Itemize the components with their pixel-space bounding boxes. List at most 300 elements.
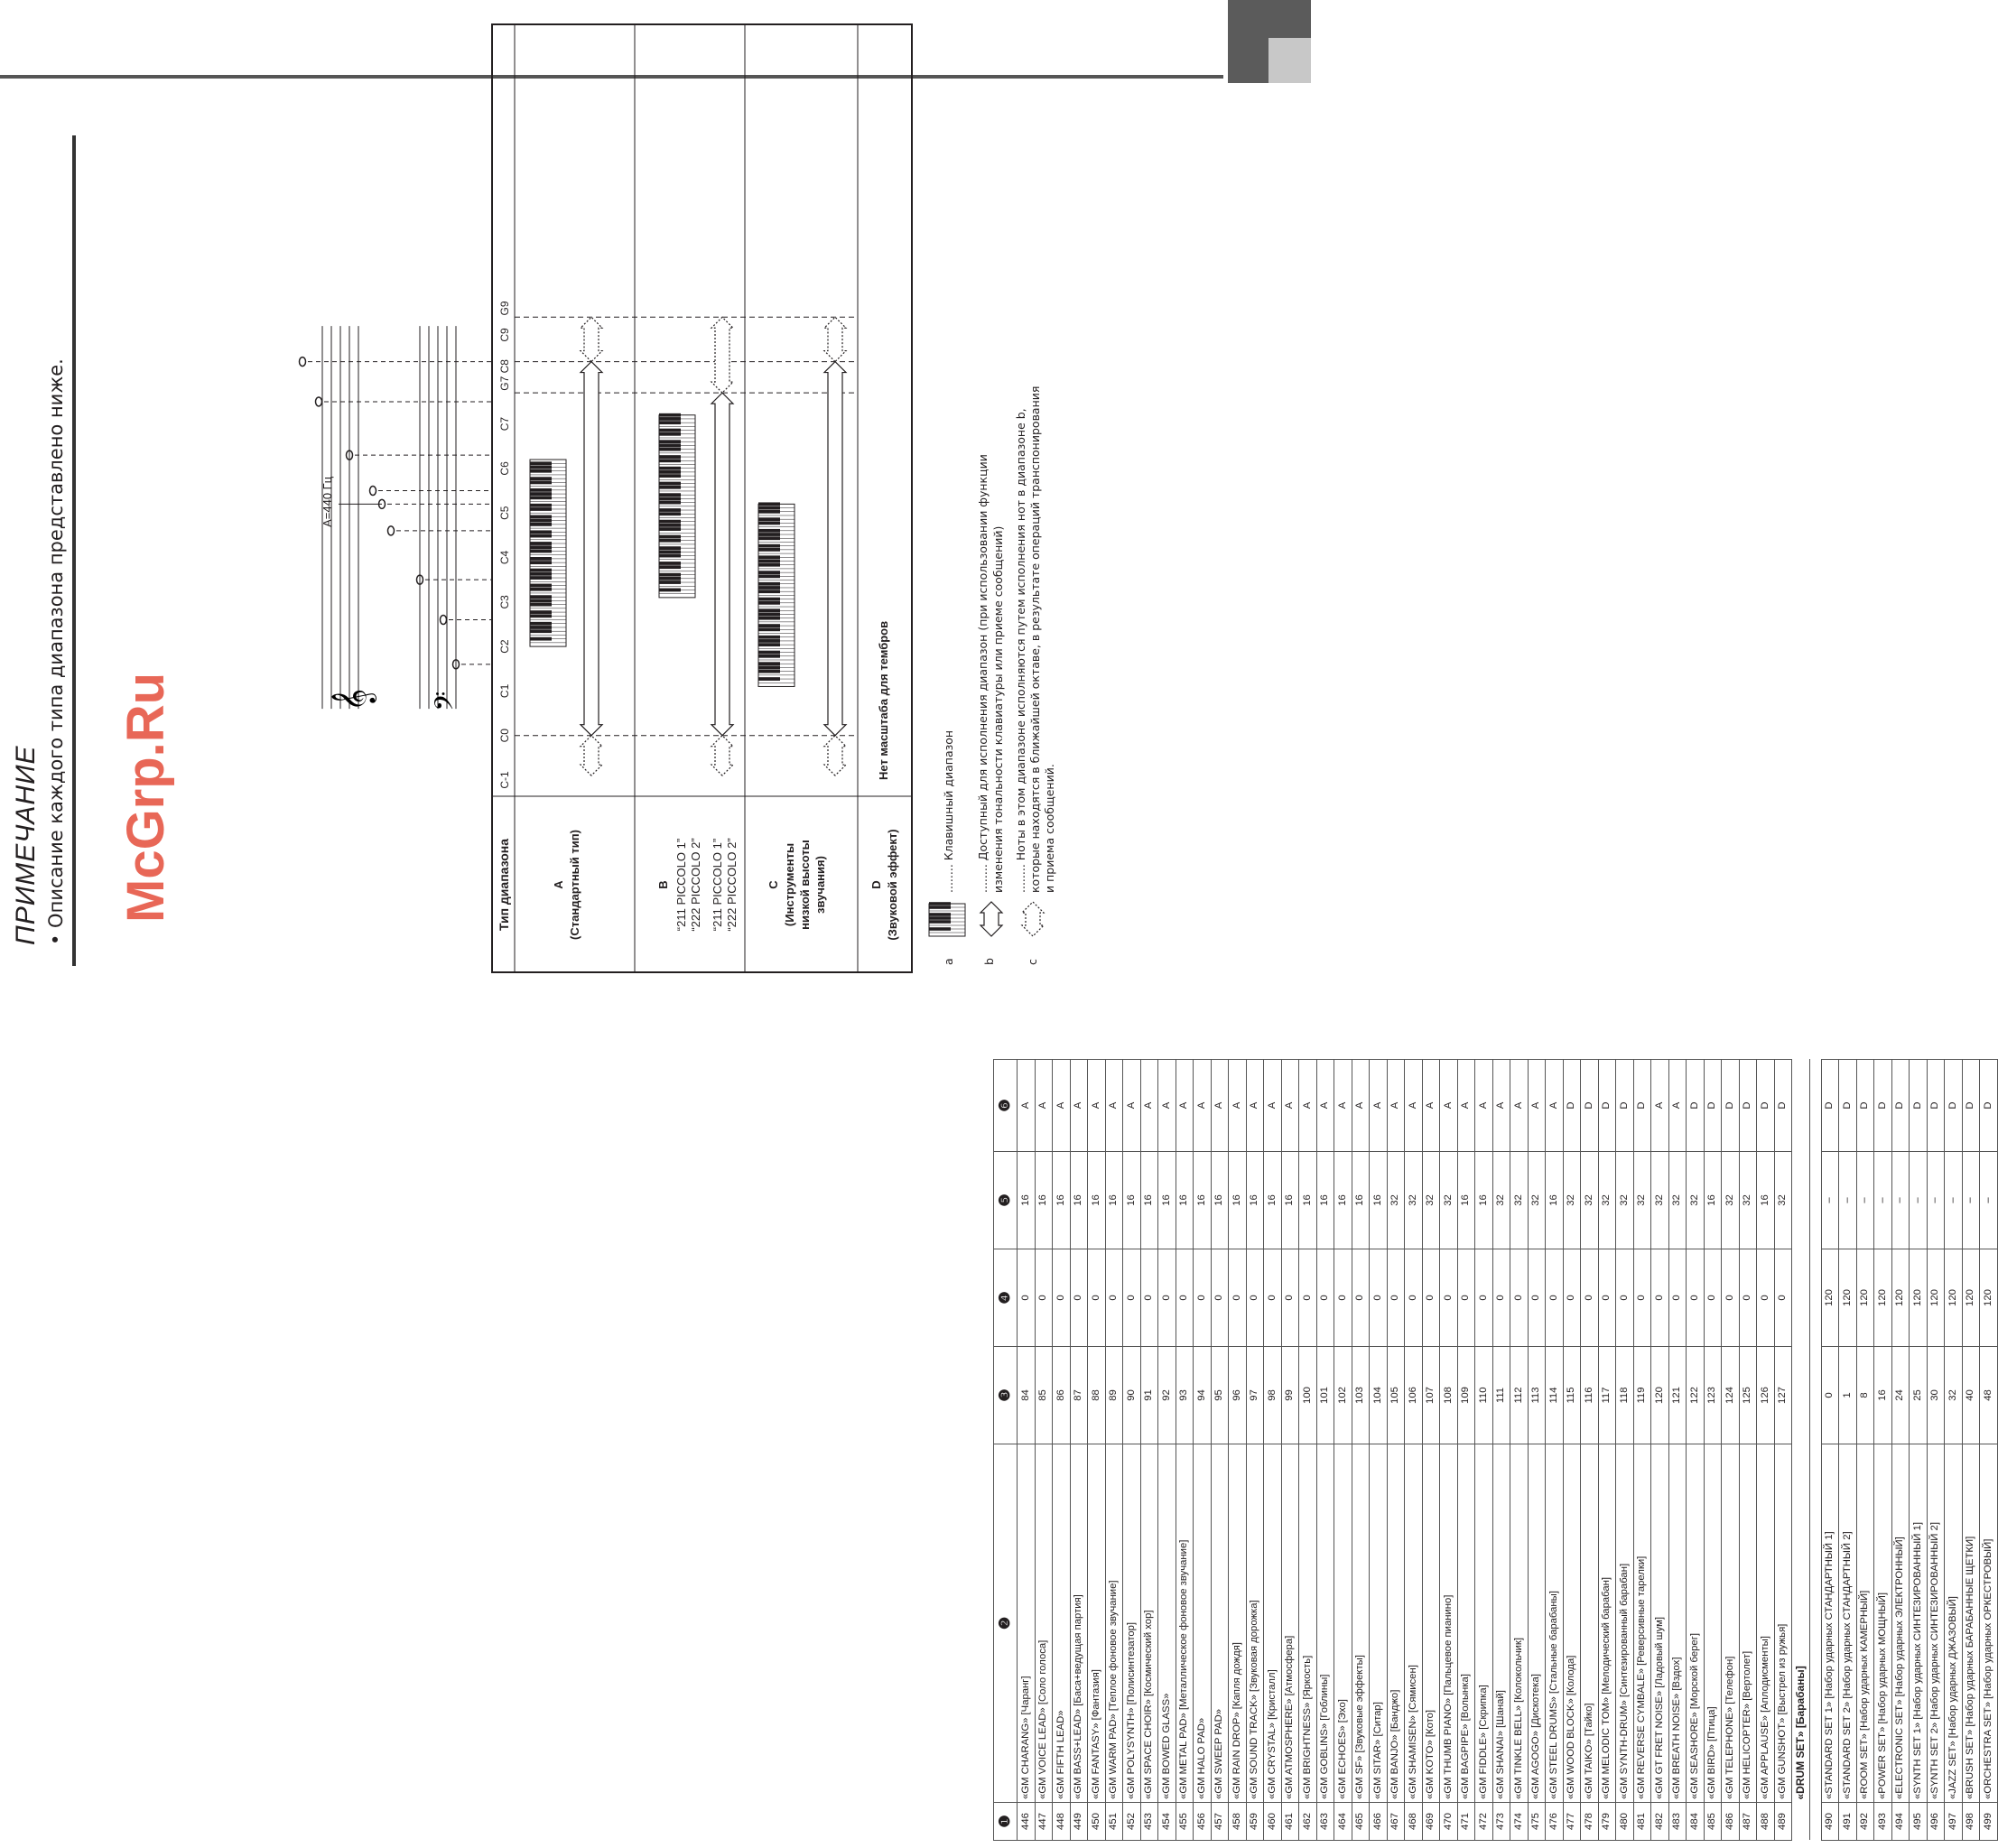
table-cell: 492	[1856, 1803, 1874, 1841]
table-cell: «GM HALO PAD»	[1194, 1444, 1212, 1803]
group-row	[1792, 1060, 1810, 1841]
table-cell: «GM GUNSHOT» [Выстрел из ружья]	[1774, 1444, 1792, 1803]
table-cell: 0	[1246, 1249, 1264, 1347]
col-header-6: ❻	[994, 1060, 1018, 1152]
table-cell: 0	[1053, 1249, 1071, 1347]
table-cell: 120	[1910, 1249, 1928, 1347]
octave-label: C4	[498, 550, 511, 565]
table-cell: 483	[1668, 1803, 1687, 1841]
legend-b-mark: b	[982, 958, 996, 965]
table-cell: 118	[1616, 1347, 1634, 1444]
table-cell: «GM RAIN DROP» [Капля дождя]	[1229, 1444, 1247, 1803]
table-cell: 16	[1211, 1152, 1229, 1249]
legend-c-line3: и приема сообщений.	[1043, 764, 1056, 893]
table-cell: A	[1352, 1060, 1370, 1152]
table-cell: 462	[1299, 1803, 1317, 1841]
octave-label: C0	[498, 729, 511, 743]
table-cell: D	[1739, 1060, 1757, 1152]
table-cell: 476	[1546, 1803, 1564, 1841]
table-row	[1581, 1060, 1599, 1841]
table-cell: 16	[1018, 1152, 1036, 1249]
col-header-1: ❶	[994, 1803, 1018, 1841]
table-cell: 126	[1757, 1347, 1775, 1444]
table-cell: «ELECTRONIC SET» [Набор ударных ЭЛЕКТРОННЫЙ]	[1891, 1444, 1910, 1803]
table-cell: 451	[1105, 1803, 1123, 1841]
table-row	[1316, 1060, 1334, 1841]
table-cell: 25	[1910, 1347, 1928, 1444]
table-cell: «GM BRIGHTNESS» [Яркость]	[1299, 1444, 1317, 1803]
table-cell: –	[1821, 1152, 1839, 1249]
table-row	[1370, 1060, 1388, 1841]
table-cell: 1	[1839, 1347, 1857, 1444]
table-cell: –	[1839, 1152, 1857, 1249]
table-cell: A	[1281, 1060, 1299, 1152]
table-cell: «GM KOTO» [Кото]	[1422, 1444, 1440, 1803]
table-cell: 16	[1757, 1152, 1775, 1249]
table-cell: 0	[1334, 1249, 1352, 1347]
row-a-letter: A	[552, 880, 565, 889]
table-cell: 120	[1874, 1249, 1892, 1347]
playable-range-arrow-icon	[581, 362, 602, 736]
table-cell: A	[1440, 1060, 1458, 1152]
table-row	[1856, 1060, 1874, 1841]
table-cell: «GM SEASHORE» [Морской берег]	[1687, 1444, 1705, 1803]
table-cell: –	[1927, 1152, 1945, 1249]
table-cell: A	[1176, 1060, 1194, 1152]
table-cell: 32	[1616, 1152, 1634, 1249]
table-cell: 460	[1264, 1803, 1282, 1841]
table-cell: «GM SPACE CHOIR» [Космический хор]	[1140, 1444, 1158, 1803]
table-cell: 0	[1633, 1249, 1651, 1347]
table-cell: 0	[1281, 1249, 1299, 1347]
table-cell: 481	[1633, 1803, 1651, 1841]
table-cell: «GM HELICOPTER» [Вертолет]	[1739, 1444, 1757, 1803]
table-cell: 0	[1492, 1249, 1510, 1347]
table-cell: 16	[1704, 1152, 1722, 1249]
table-cell: 0	[1598, 1249, 1616, 1347]
octave-label: C-1	[498, 771, 511, 789]
table-cell: 461	[1281, 1803, 1299, 1841]
table-cell: 0	[1457, 1249, 1475, 1347]
transposed-range-arrow-icon	[824, 317, 846, 361]
table-cell: 16	[1299, 1152, 1317, 1249]
table-cell: «JAZZ SET» [Набор ударных ДЖАЗОВЫЙ]	[1945, 1444, 1963, 1803]
row-b-piccolo2-alt: “222 PICCOLO 2”	[725, 838, 739, 932]
table-cell: 498	[1962, 1803, 1980, 1841]
table-row	[1229, 1060, 1247, 1841]
table-cell: «GM SWEEP PAD»	[1211, 1444, 1229, 1803]
table-cell: 32	[1651, 1152, 1669, 1249]
row-c-line2: низкой высоты	[798, 840, 812, 930]
table-row	[1510, 1060, 1529, 1841]
table-cell: D	[1563, 1060, 1581, 1152]
table-cell: D	[1821, 1060, 1839, 1152]
table-cell: D	[1962, 1060, 1980, 1152]
table-cell: 499	[1980, 1803, 1998, 1841]
table-cell: 100	[1299, 1347, 1317, 1444]
treble-clef-icon: 𝄞	[330, 688, 375, 711]
table-cell: 0	[1510, 1249, 1529, 1347]
table-row	[1492, 1060, 1510, 1841]
playable-range-arrow-icon	[980, 902, 1002, 936]
table-cell: A	[1211, 1060, 1229, 1152]
table-cell: 112	[1510, 1347, 1529, 1444]
table-cell: 85	[1035, 1347, 1053, 1444]
table-cell: 489	[1774, 1803, 1792, 1841]
table-cell: «GM GT FRET NOISE» [Ладовый шум]	[1651, 1444, 1669, 1803]
table-cell: 0	[1651, 1249, 1669, 1347]
table-cell: 0	[1821, 1347, 1839, 1444]
table-cell: 32	[1492, 1152, 1510, 1249]
table-cell: 94	[1194, 1347, 1212, 1444]
table-cell: 32	[1945, 1347, 1963, 1444]
table-row	[1962, 1060, 1980, 1841]
table-cell: –	[1891, 1152, 1910, 1249]
table-row	[1563, 1060, 1581, 1841]
table-cell: 458	[1229, 1803, 1247, 1841]
table-cell: –	[1874, 1152, 1892, 1249]
note-head-icon	[388, 526, 395, 535]
table-cell: –	[1910, 1152, 1928, 1249]
table-row	[1757, 1060, 1775, 1841]
table-cell: 0	[1299, 1249, 1317, 1347]
music-staff	[300, 326, 493, 710]
octave-label: G7 C8	[498, 359, 511, 391]
table-cell: «ORCHESTRA SET» [Набор ударных ОРКЕСТРОВЫЙ]	[1980, 1444, 1998, 1803]
table-cell: A	[1053, 1060, 1071, 1152]
table-cell: 16	[1105, 1152, 1123, 1249]
table-cell: 101	[1316, 1347, 1334, 1444]
table-cell: 84	[1018, 1347, 1036, 1444]
table-cell: 477	[1563, 1803, 1581, 1841]
playable-range-arrow-icon	[711, 393, 733, 736]
table-cell: 478	[1581, 1803, 1599, 1841]
table-cell: 0	[1229, 1249, 1247, 1347]
table-cell: 16	[1088, 1152, 1106, 1249]
table-cell: «GM VOICE LEAD» [Соло голоса]	[1035, 1444, 1053, 1803]
table-cell: 121	[1668, 1347, 1687, 1444]
range-type-header: Тип диапазона	[497, 838, 511, 932]
legend-c-mark: c	[1026, 959, 1039, 965]
table-cell: D	[1757, 1060, 1775, 1152]
table-cell: 32	[1722, 1152, 1740, 1249]
transposed-range-arrow-icon	[581, 317, 602, 361]
table-cell: 24	[1891, 1347, 1910, 1444]
table-cell: «GM STEEL DRUMS» [Стальные барабаны]	[1546, 1444, 1564, 1803]
table-cell: «GM FIDDLE» [Скрипка]	[1475, 1444, 1493, 1803]
table-row	[1891, 1060, 1910, 1841]
table-cell: 120	[1980, 1249, 1998, 1347]
group-gap	[1809, 1060, 1821, 1841]
table-cell: 116	[1581, 1347, 1599, 1444]
table-cell: 86	[1053, 1347, 1071, 1444]
table-cell: «GM BIRD» [Птица]	[1704, 1444, 1722, 1803]
table-cell: 8	[1856, 1347, 1874, 1444]
table-cell: –	[1980, 1152, 1998, 1249]
table-cell: 32	[1563, 1152, 1581, 1249]
table-cell: 454	[1158, 1803, 1176, 1841]
table-cell: 16	[1158, 1152, 1176, 1249]
rom-table-header	[994, 1060, 1018, 1841]
transposed-range-arrow-icon	[824, 736, 846, 775]
table-row	[1422, 1060, 1440, 1841]
table-cell: D	[1856, 1060, 1874, 1152]
table-cell: «GM TINKLE BELL» [Колокольчик]	[1510, 1444, 1529, 1803]
table-cell: 453	[1140, 1803, 1158, 1841]
octave-label: G9	[498, 301, 511, 316]
legend-a-text: ........ Клавишный диапазон	[942, 729, 955, 893]
table-cell: 32	[1774, 1152, 1792, 1249]
table-cell: –	[1945, 1152, 1963, 1249]
table-cell: «GM SOUND TRACK» [Звуковая дорожка]	[1246, 1444, 1264, 1803]
transposed-range-arrow-icon	[581, 736, 602, 775]
table-cell: 114	[1546, 1347, 1564, 1444]
table-row	[1528, 1060, 1546, 1841]
table-cell: «GM SHAMISEN» [Сямисен]	[1405, 1444, 1423, 1803]
col-header-2: ❷	[994, 1444, 1018, 1803]
table-cell: «GM ATMOSPHERE» [Атмосфера]	[1281, 1444, 1299, 1803]
table-cell: A	[1334, 1060, 1352, 1152]
table-cell: «GM WARM PAD» [Теплое фоновое звучание]	[1105, 1444, 1123, 1803]
table-row	[1651, 1060, 1669, 1841]
table-row	[1910, 1060, 1928, 1841]
table-cell: D	[1891, 1060, 1910, 1152]
table-cell: 120	[1891, 1249, 1910, 1347]
table-cell: 496	[1927, 1803, 1945, 1841]
table-cell: 120	[1839, 1249, 1857, 1347]
table-cell: 0	[1757, 1249, 1775, 1347]
table-row	[1387, 1060, 1405, 1841]
table-cell: 32	[1598, 1152, 1616, 1249]
table-cell: 472	[1475, 1803, 1493, 1841]
legend-c-line1: ........ Ноты в этом диапазоне исполняются путем исполнения нот в диапазоне b,	[1014, 408, 1027, 893]
table-row	[1140, 1060, 1158, 1841]
keyboard-icon	[929, 902, 965, 936]
table-cell: A	[1299, 1060, 1317, 1152]
table-cell: 120	[1651, 1347, 1669, 1444]
table-row	[1616, 1060, 1634, 1841]
table-cell: 120	[1945, 1249, 1963, 1347]
table-cell: A	[1370, 1060, 1388, 1152]
table-cell: 124	[1722, 1347, 1740, 1444]
table-cell: 0	[1722, 1249, 1740, 1347]
table-cell: 0	[1668, 1249, 1687, 1347]
table-cell: 473	[1492, 1803, 1510, 1841]
table-cell: 0	[1387, 1249, 1405, 1347]
table-cell: 16	[1035, 1152, 1053, 1249]
table-cell: 99	[1281, 1347, 1299, 1444]
table-cell: D	[1874, 1060, 1892, 1152]
table-cell: «GM SHANAI» [Шанай]	[1492, 1444, 1510, 1803]
table-row	[1281, 1060, 1299, 1841]
table-cell: 0	[1528, 1249, 1546, 1347]
table-cell: 484	[1687, 1803, 1705, 1841]
table-cell: 0	[1739, 1249, 1757, 1347]
table-cell: A	[1123, 1060, 1141, 1152]
table-cell: 32	[1405, 1152, 1423, 1249]
table-row	[1687, 1060, 1705, 1841]
table-cell: 120	[1962, 1249, 1980, 1347]
table-cell: D	[1927, 1060, 1945, 1152]
table-cell: «GM FANTASY» [Фантазия]	[1088, 1444, 1106, 1803]
table-row	[1774, 1060, 1792, 1841]
table-cell: 459	[1246, 1803, 1264, 1841]
table-cell: D	[1704, 1060, 1722, 1152]
table-cell: «GM AGOGO» [Дискотека]	[1528, 1444, 1546, 1803]
table-cell: 0	[1316, 1249, 1334, 1347]
table-cell: «BRUSH SET» [Набор ударных БАРАБАННЫЕ ЩЕТКИ]	[1962, 1444, 1980, 1803]
table-row	[1194, 1060, 1212, 1841]
watermark: McGrp.Ru	[116, 672, 175, 923]
table-cell: 16	[1316, 1152, 1334, 1249]
table-cell: 485	[1704, 1803, 1722, 1841]
table-cell: 89	[1105, 1347, 1123, 1444]
table-cell: 16	[1053, 1152, 1071, 1249]
keyboard-icon	[758, 502, 795, 686]
table-cell: 446	[1018, 1803, 1036, 1841]
table-cell: A	[1387, 1060, 1405, 1152]
table-cell: A	[1088, 1060, 1106, 1152]
legend-c-line2: которые находятся в ближайшей октаве, в результате операций транспонирования	[1028, 385, 1042, 893]
table-cell: A	[1316, 1060, 1334, 1152]
row-b-letter: B	[656, 880, 670, 889]
table-cell: A	[1475, 1060, 1493, 1152]
table-cell: 0	[1687, 1249, 1705, 1347]
legend	[929, 902, 1044, 936]
table-cell: 107	[1422, 1347, 1440, 1444]
table-row	[1668, 1060, 1687, 1841]
table-cell: «GM THUMB PIANO» [Пальцевое пианино]	[1440, 1444, 1458, 1803]
table-cell: «GM WOOD BLOCK» [Колода]	[1563, 1444, 1581, 1803]
table-cell: A	[1035, 1060, 1053, 1152]
table-cell: A	[1546, 1060, 1564, 1152]
table-cell: 486	[1722, 1803, 1740, 1841]
table-cell: «GM APPLAUSE» [Аплодисменты]	[1757, 1444, 1775, 1803]
table-cell: D	[1980, 1060, 1998, 1152]
table-cell: 0	[1546, 1249, 1564, 1347]
table-cell: «GM TAIKO» [Тайко]	[1581, 1444, 1599, 1803]
table-cell: 109	[1457, 1347, 1475, 1444]
table-cell: 48	[1980, 1347, 1998, 1444]
table-cell: «SYNTH SET 2» [Набор ударных СИНТЕЗИРОВАННЫЙ 2]	[1927, 1444, 1945, 1803]
black-key	[758, 502, 780, 506]
transposed-range-arrow-icon	[711, 736, 733, 775]
table-cell: 16	[1264, 1152, 1282, 1249]
table-cell: D	[1687, 1060, 1705, 1152]
table-cell: 105	[1387, 1347, 1405, 1444]
table-cell: 97	[1246, 1347, 1264, 1444]
col-header-4: ❹	[994, 1249, 1018, 1347]
table-cell: A	[1070, 1060, 1088, 1152]
table-cell: 493	[1874, 1803, 1892, 1841]
table-cell: «GM BANJO» [Банджо]	[1387, 1444, 1405, 1803]
table-cell: 488	[1757, 1803, 1775, 1841]
table-cell: 0	[1194, 1249, 1212, 1347]
table-cell: «ROOM SET» [Набор ударных КАМЕРНЫЙ]	[1856, 1444, 1874, 1803]
table-cell: 450	[1088, 1803, 1106, 1841]
table-cell: 16	[1874, 1347, 1892, 1444]
table-cell: 117	[1598, 1347, 1616, 1444]
table-cell: A	[1246, 1060, 1264, 1152]
table-cell: A	[1105, 1060, 1123, 1152]
table-cell: 16	[1070, 1152, 1088, 1249]
table-cell: 113	[1528, 1347, 1546, 1444]
row-a-desc: (Стандартный тип)	[568, 830, 581, 940]
table-cell: «GM REVERSE CYMBALE» [Реверсивные тарелки]	[1633, 1444, 1651, 1803]
table-cell: 479	[1598, 1803, 1616, 1841]
table-row	[1176, 1060, 1194, 1841]
table-cell: 127	[1774, 1347, 1792, 1444]
table-cell: 122	[1687, 1347, 1705, 1444]
table-cell: D	[1910, 1060, 1928, 1152]
table-cell: 90	[1123, 1347, 1141, 1444]
table-row	[1123, 1060, 1141, 1841]
table-cell: 108	[1440, 1347, 1458, 1444]
row-d-letter: D	[869, 880, 883, 889]
table-cell: 106	[1405, 1347, 1423, 1444]
table-cell: 494	[1891, 1803, 1910, 1841]
table-cell: 110	[1475, 1347, 1493, 1444]
table-cell: 16	[1229, 1152, 1247, 1249]
table-cell: 32	[1440, 1152, 1458, 1249]
table-row	[1722, 1060, 1740, 1841]
table-row	[1018, 1060, 1036, 1841]
keyboard-icon	[530, 460, 566, 646]
table-cell: 111	[1492, 1347, 1510, 1444]
table-cell: 457	[1211, 1803, 1229, 1841]
table-cell: 497	[1945, 1803, 1963, 1841]
table-cell: 96	[1229, 1347, 1247, 1444]
table-cell: 487	[1739, 1803, 1757, 1841]
table-cell: A	[1528, 1060, 1546, 1152]
table-cell: 447	[1035, 1803, 1053, 1841]
table-cell: 0	[1774, 1249, 1792, 1347]
table-cell: 475	[1528, 1803, 1546, 1841]
table-cell: 16	[1246, 1152, 1264, 1249]
range-rows	[530, 317, 846, 775]
transposed-range-arrow-icon	[1022, 902, 1044, 936]
table-row	[1475, 1060, 1493, 1841]
table-cell: 0	[1123, 1249, 1141, 1347]
table-cell: D	[1722, 1060, 1740, 1152]
octave-label: C2	[498, 639, 511, 654]
table-row	[1980, 1060, 1998, 1841]
table-cell: A	[1422, 1060, 1440, 1152]
table-cell: A	[1018, 1060, 1036, 1152]
table-row	[1334, 1060, 1352, 1841]
table-cell: D	[1839, 1060, 1857, 1152]
table-cell: «GM TELEPHONE» [Телефон]	[1722, 1444, 1740, 1803]
table-cell: 448	[1053, 1803, 1071, 1841]
table-cell: 465	[1352, 1803, 1370, 1841]
table-cell: –	[1856, 1152, 1874, 1249]
playable-range-arrow-icon	[824, 362, 846, 736]
table-cell: 16	[1475, 1152, 1493, 1249]
table-cell: «GM BOWED GLASS»	[1158, 1444, 1176, 1803]
table-cell: 91	[1140, 1347, 1158, 1444]
table-cell: A	[1405, 1060, 1423, 1152]
table-cell: A	[1264, 1060, 1282, 1152]
table-cell: «GM BASS+LEAD» [Баса+ведущая партия]	[1070, 1444, 1088, 1803]
table-row	[1246, 1060, 1264, 1841]
transposed-range-arrow-icon	[711, 317, 733, 393]
table-cell: «GM BAGPIPE» [Волынка]	[1457, 1444, 1475, 1803]
table-cell: A	[1194, 1060, 1212, 1152]
table-cell: 95	[1211, 1347, 1229, 1444]
table-cell: 16	[1334, 1152, 1352, 1249]
table-row	[1633, 1060, 1651, 1841]
table-cell: A	[1140, 1060, 1158, 1152]
